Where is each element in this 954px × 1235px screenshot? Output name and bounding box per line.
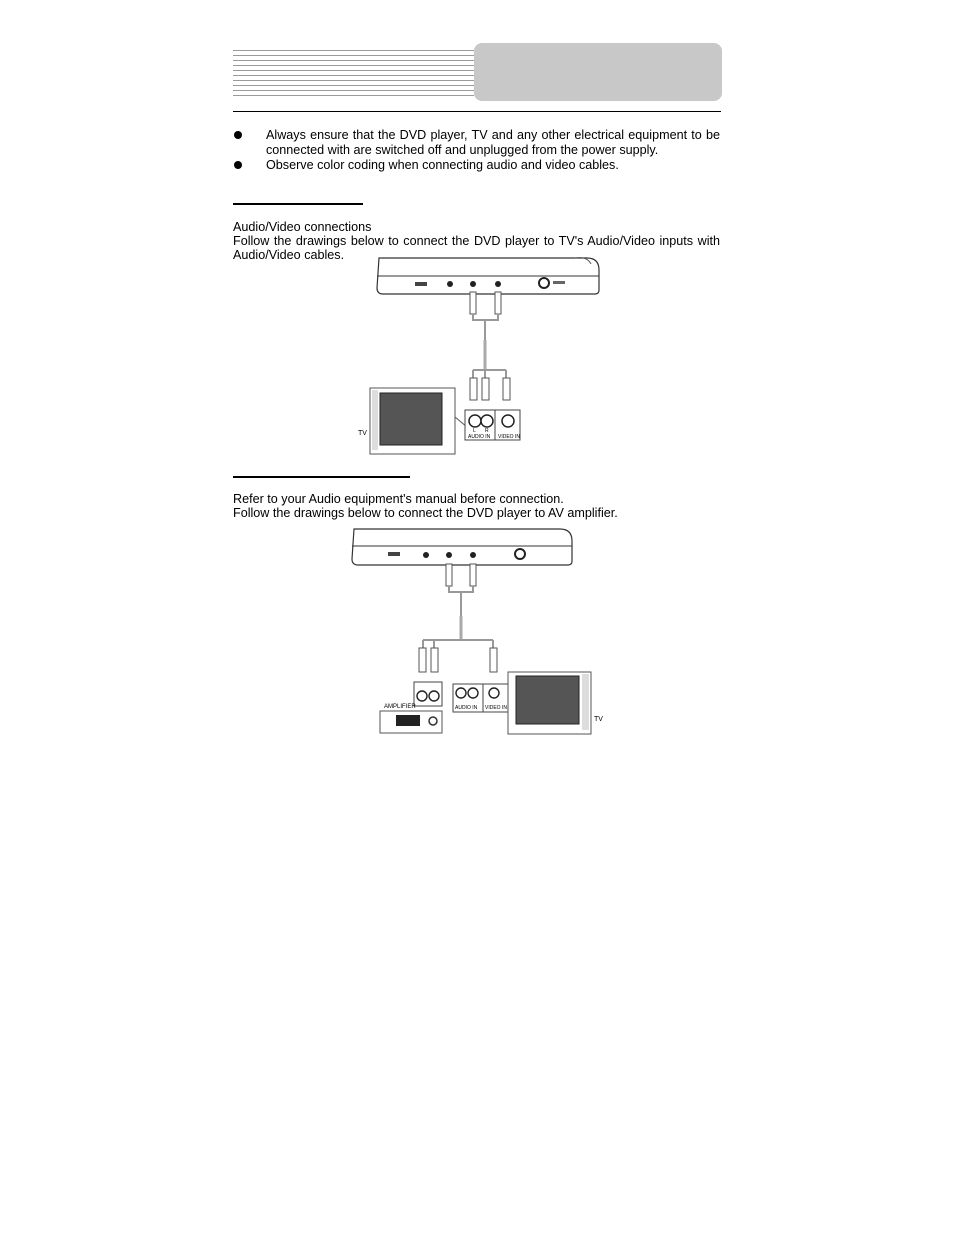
amplifier-input-panel <box>414 682 442 706</box>
video-in-label: VIDEO IN <box>485 705 507 711</box>
dvd-to-amplifier-diagram <box>350 524 610 738</box>
bullet-item <box>233 128 720 158</box>
bullet-text: Always ensure that the DVD player, TV and any other electrical equipment to be connected with are switched off and unplugged from the power supply. <box>266 128 720 157</box>
amplifier-label: AMPLIFIER <box>384 704 416 710</box>
right-channel-label: R <box>485 428 489 434</box>
tv-av-input-panel <box>465 410 520 440</box>
header-rule <box>233 111 721 112</box>
section1-instructions: Follow the drawings below to connect the DVD player to TV's Audio/Video inputs with Audio/Video cables. <box>233 234 720 262</box>
tv-label: TV <box>594 716 603 723</box>
section-heading-rule <box>233 203 363 205</box>
tv-illustration <box>358 388 467 454</box>
section-heading-rule <box>233 476 410 478</box>
section2-line1: Refer to your Audio equipment's manual before connection. <box>233 492 564 506</box>
safety-bullet-list <box>233 128 720 173</box>
section2-line2: Follow the drawings below to connect the DVD player to AV amplifier. <box>233 506 618 520</box>
section1-subtitle: Audio/Video connections <box>233 220 372 234</box>
amplifier-illustration <box>380 704 442 733</box>
dvd-to-tv-diagram <box>355 252 615 458</box>
bullet-dot-icon <box>234 131 242 139</box>
audio-in-label: AUDIO IN <box>468 434 491 440</box>
video-in-label: VIDEO IN <box>498 434 520 440</box>
bullet-text: Observe color coding when connecting audio and video cables. <box>266 158 619 172</box>
bullet-dot-icon <box>234 161 242 169</box>
section2-text-block <box>233 492 720 520</box>
header-decorative-lines <box>233 50 474 95</box>
tv-label: TV <box>358 430 367 437</box>
audio-in-label: AUDIO IN <box>455 705 478 711</box>
bullet-item <box>233 158 720 173</box>
tv-av-input-panel <box>453 684 510 712</box>
dvd-player-illustration <box>352 529 572 565</box>
dvd-player-illustration <box>377 258 599 294</box>
tv-illustration <box>508 672 603 734</box>
header-title-box <box>474 43 722 101</box>
left-channel-label: L <box>473 428 476 434</box>
